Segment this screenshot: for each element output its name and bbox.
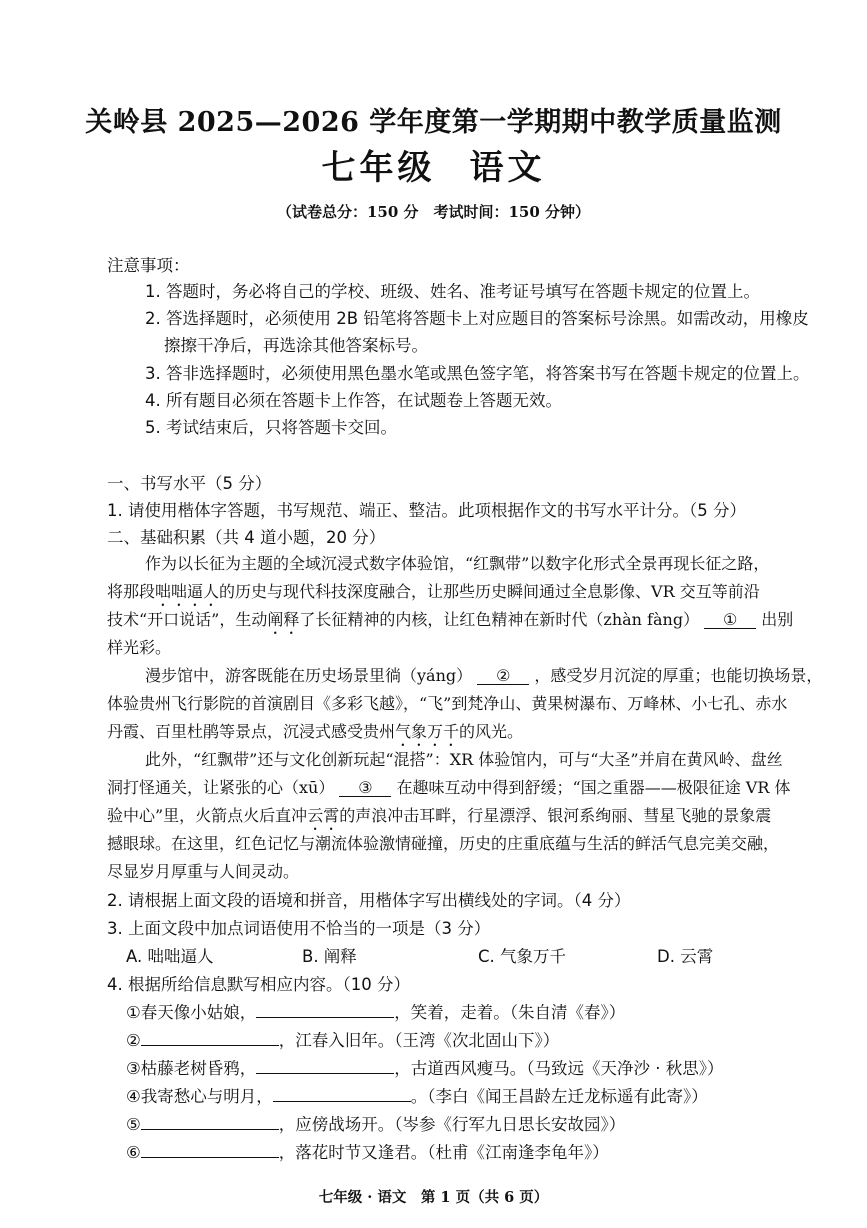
recite-blank (256, 999, 394, 1018)
dotted-word-c: 气象万千 (395, 722, 460, 741)
option-d: D. 云霄 (657, 947, 714, 966)
grade-label: 七年级 (321, 148, 436, 188)
passage-line: 撼眼球。在这里，红色记忆与潮流体验激情碰撞，历史的庄重底蕴与生活的鲜活气息完美交融， (107, 834, 780, 853)
notice-item-3: 3. 答非选择题时，必须使用黑色墨水笔或黑色签字笔，将答案书写在答题卡规定的位置上。 (145, 364, 810, 383)
section1-heading: 一、书写水平（5 分） (107, 474, 272, 493)
passage-line: 作为以长征为主题的全域沉浸式数字体验馆，“红飘带”以数字化形式全景再现长征之路， (145, 554, 770, 573)
recite-line: ①春天像小姑娘， ，笑着，走着。（朱自清《春》） (126, 999, 625, 1023)
dotted-word-a: 咄咄逼人 (155, 582, 220, 601)
recite-line: ⑥ ，落花时节又逢君。（杜甫《江南逢李龟年》） (126, 1139, 609, 1163)
option-b: B. 阐释 (302, 947, 357, 966)
recite-line: ④我寄愁心与明月， 。（李白《闻王昌龄左迁龙标遥有此寄》） (126, 1083, 708, 1107)
passage-line: 丹霞、百里杜鹃等景点，沉浸式感受贵州气象万千的风光。 (107, 722, 524, 741)
exam-title: 关岭县 2025—2026 学年度第一学期期中教学质量监测 (85, 107, 782, 138)
option-a: A. 咄咄逼人 (126, 947, 214, 966)
notice-item-2: 2. 答选择题时，必须使用 2B 铅笔将答题卡上对应题目的答案标号涂黑。如需改动，用橡皮 (145, 309, 809, 328)
recite-blank (141, 1027, 279, 1046)
recite-blank (141, 1139, 279, 1158)
passage-line: 技术“开口说话”，生动阐释了长征精神的内核，让红色精神在新时代（zhàn fàng） ① 出别 (107, 610, 794, 629)
dotted-word-d: 云霄 (307, 806, 340, 825)
section2-heading: 二、基础积累（共 4 道小题，20 分） (107, 528, 386, 547)
passage-line: 验中心”里，火箭点火后直冲云霄的声浪冲击耳畔，行星漂浮、银河系绚丽、彗星飞驰的景象震 (107, 806, 772, 825)
notice-item-4: 4. 所有题目必须在答题卡上作答，在试题卷上答题无效。 (145, 391, 562, 410)
blank-1: ① (704, 610, 756, 629)
question-1: 1. 请使用楷体字答题，书写规范、端正、整洁。此项根据作文的书写水平计分。（5 分） (107, 501, 746, 520)
recite-blank (273, 1083, 411, 1102)
grade-subject-title (0, 140, 867, 189)
passage-line: 此外，“红飘带”还与文化创新玩起“混搭”：XR 体验馆内，可与“大圣”并肩在黄风岭、盘丝 (145, 750, 783, 769)
notice-item-5: 5. 考试结束后，只将答题卡交回。 (145, 418, 397, 437)
subject-label: 语文 (469, 148, 546, 188)
dotted-word-b: 阐释 (267, 610, 300, 629)
notice-heading: 注意事项： (107, 256, 190, 275)
blank-2: ② (477, 666, 529, 685)
passage-line: 体验贵州飞行影院的首演剧目《多彩飞越》，“飞”到梵净山、黄果树瀑布、万峰林、小七孔、赤水 (107, 694, 788, 713)
passage-line: 样光彩。 (107, 638, 172, 657)
question-2: 2. 请根据上面文段的语境和拼音，用楷体字写出横线处的字词。（4 分） (107, 891, 631, 910)
passage-line: 尽显岁月厚重与人间灵动。 (107, 862, 300, 881)
recite-line: ⑤ ，应傍战场开。（岑参《行军九日思长安故园》） (126, 1111, 625, 1135)
passage-line: 将那段咄咄逼人的历史与现代科技深度融合，让那些历史瞬间通过全息影像、VR 交互等前沿 (107, 582, 760, 601)
passage-line: 漫步馆中，游客既能在历史场景里徜（yáng） ② ，感受岁月沉淀的厚重；也能切换场景， (145, 666, 823, 685)
exam-meta: （试卷总分：150 分 考试时间：150 分钟） (276, 203, 591, 221)
question-4: 4. 根据所给信息默写相应内容。（10 分） (107, 975, 410, 994)
passage-line: 洞打怪通关，让紧张的心（xū） ③ 在趣味互动中得到舒缓；“国之重器——极限征途 VR 体 (107, 778, 791, 797)
page-footer: 七年级 · 语文 第 1 页（共 6 页） (318, 1189, 549, 1206)
recite-blank (256, 1055, 394, 1074)
recite-blank (141, 1111, 279, 1130)
question-3: 3. 上面文段中加点词语使用不恰当的一项是（3 分） (107, 919, 491, 938)
notice-item-1: 1. 答题时，务必将自己的学校、班级、姓名、准考证号填写在答题卡规定的位置上。 (145, 282, 760, 301)
blank-3: ③ (339, 778, 391, 797)
recite-line: ③枯藤老树昏鸦， ，古道西风瘦马。（马致远《天净沙 · 秋思》） (126, 1055, 724, 1079)
option-c: C. 气象万千 (478, 947, 567, 966)
recite-line: ② ，江春入旧年。（王湾《次北固山下》） (126, 1027, 559, 1051)
notice-item-2-cont: 擦擦干净后，再选涂其他答案标号。 (164, 336, 428, 355)
